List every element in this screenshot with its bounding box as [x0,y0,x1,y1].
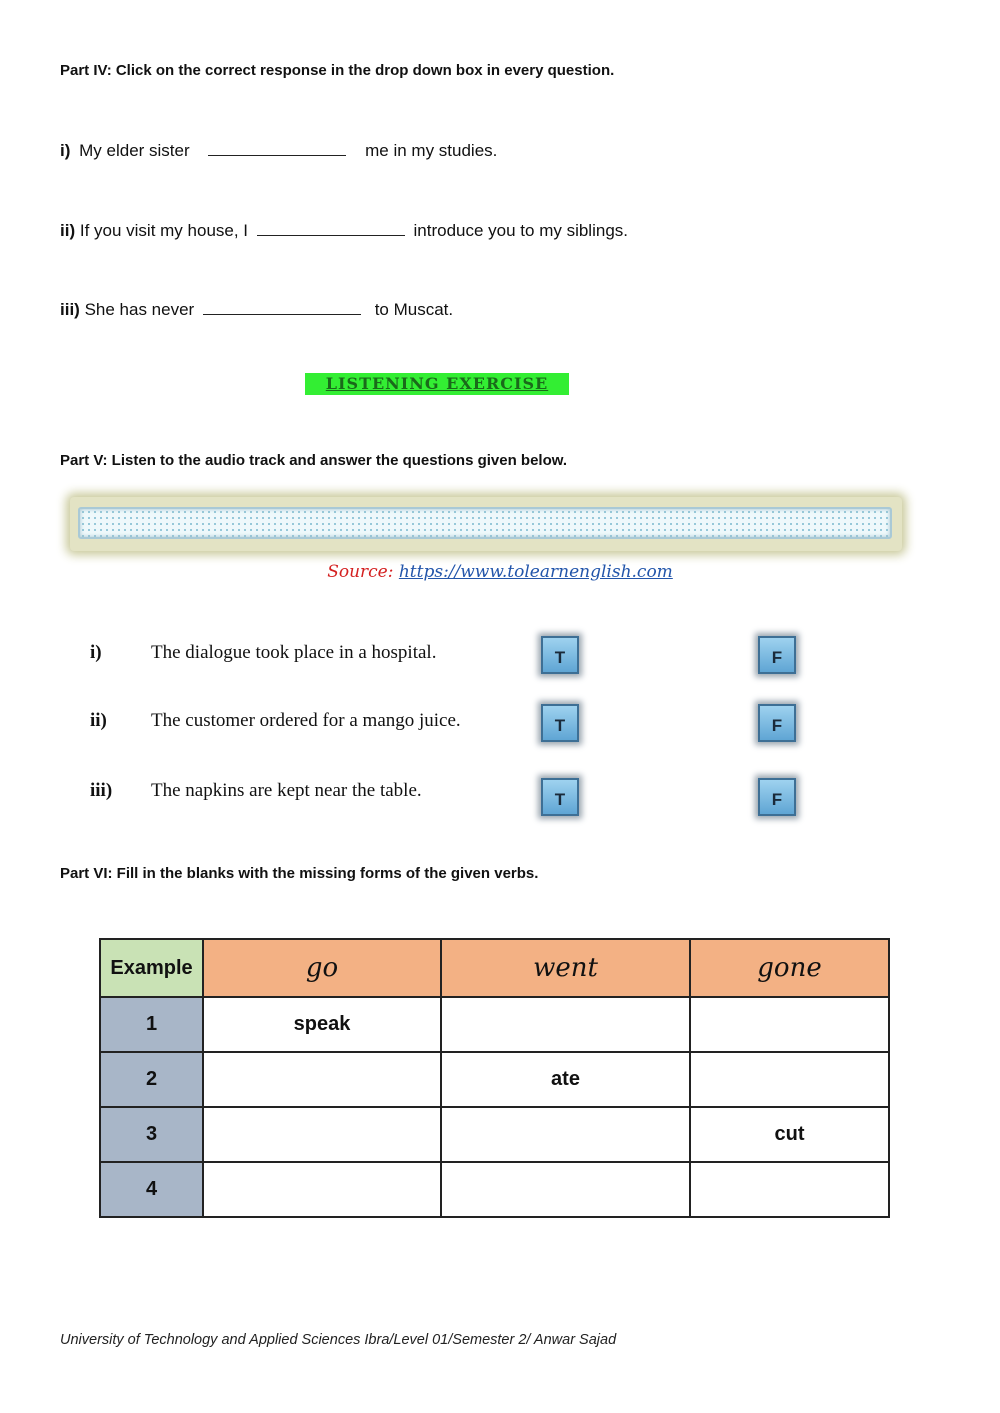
row-number: 3 [100,1107,203,1162]
footer-text: University of Technology and Applied Sciences Ibra/Level 01/Semester 2/ Anwar Sajad [60,1332,617,1348]
question-3-number: iii) [60,300,80,319]
question-2-dropdown[interactable] [257,221,405,236]
cell-base[interactable] [203,1052,441,1107]
table-row [100,1052,889,1107]
cell-participle: cut [690,1107,889,1162]
question-3-dropdown[interactable] [203,300,361,315]
question-1-after: me in my studies. [365,141,498,160]
part6-heading: Part VI: Fill in the blanks with the missing forms of the given verbs. [60,865,539,882]
source-label: Source: [327,562,394,582]
question-2-before: If you visit my house, I [79,221,249,240]
source-link[interactable]: https://www.tolearnenglish.com [398,562,673,582]
statement-2-text: The customer ordered for a mango juice. [151,710,461,731]
statement-1-false-button[interactable]: F [758,636,796,674]
statement-3-text: The napkins are kept near the table. [151,780,422,801]
audio-track-bar[interactable] [78,507,892,539]
part4-heading: Part IV: Click on the correct response in the drop down box in every question. [60,62,615,79]
row-number: 1 [100,997,203,1052]
header-past: went [441,939,690,997]
header-base: go [203,939,441,997]
header-example: Example [100,939,203,997]
statement-3-true-button[interactable]: T [541,778,579,816]
statement-3-false-button[interactable]: F [758,778,796,816]
question-3-after: to Muscat. [374,300,454,319]
cell-past[interactable] [441,997,690,1052]
statement-1-number: i) [90,642,102,663]
part5-heading: Part V: Listen to the audio track and answer the questions given below. [60,452,568,469]
table-row [100,1162,889,1217]
source-line [0,562,1000,582]
cell-participle[interactable] [690,997,889,1052]
question-3-before: She has never [84,300,195,319]
question-2-number: ii) [60,221,76,240]
cell-participle[interactable] [690,1052,889,1107]
statement-2-number: ii) [90,710,107,731]
cell-participle[interactable] [690,1162,889,1217]
verb-forms-table [99,938,890,1218]
statement-1-text: The dialogue took place in a hospital. [151,642,437,663]
question-1-number: i) [60,141,71,160]
table-row [100,1107,889,1162]
question-3 [60,300,453,320]
statement-2-true-button[interactable]: T [541,704,579,742]
statement-2-false-button[interactable]: F [758,704,796,742]
cell-base[interactable] [203,1162,441,1217]
audio-player [70,497,902,551]
statement-1-true-button[interactable]: T [541,636,579,674]
listening-exercise-title: LISTENING EXERCISE [305,373,569,395]
cell-base: speak [203,997,441,1052]
cell-past[interactable] [441,1162,690,1217]
question-2-after: introduce you to my siblings. [413,221,628,240]
cell-base[interactable] [203,1107,441,1162]
table-row [100,997,889,1052]
question-1-before: My elder sister [79,141,190,160]
table-header-row [100,939,889,997]
statement-3-number: iii) [90,780,113,801]
header-participle: gone [690,939,889,997]
row-number: 4 [100,1162,203,1217]
question-1-dropdown[interactable] [208,141,346,156]
row-number: 2 [100,1052,203,1107]
question-2 [60,221,628,241]
question-1 [60,141,497,161]
cell-past: ate [441,1052,690,1107]
cell-past[interactable] [441,1107,690,1162]
